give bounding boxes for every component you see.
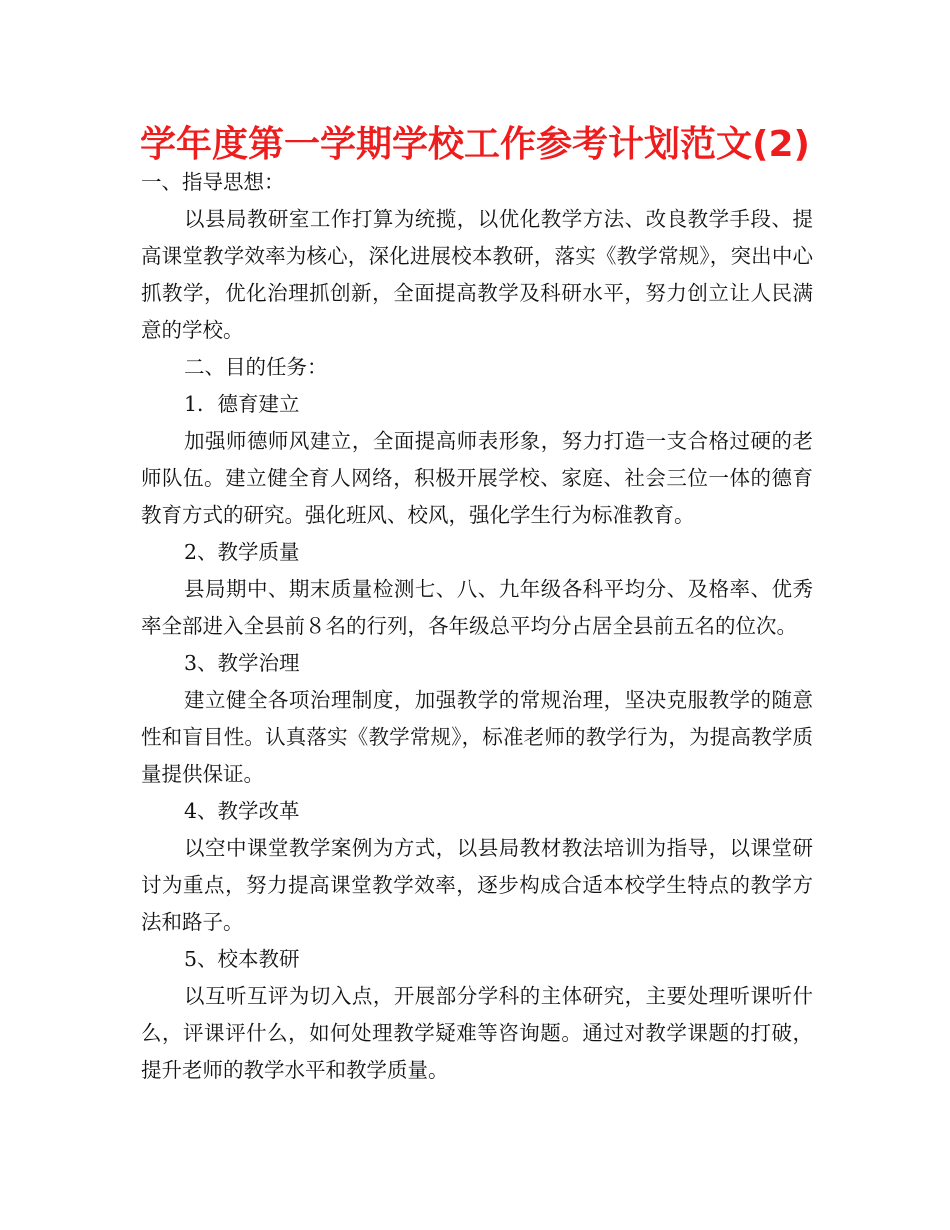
- paragraph-teaching-quality: 县局期中、期末质量检测七、八、九年级各科平均分、及格率、优秀率全部进入全县前８名的行列，各年级总平均分占居全县前五名的位次。: [141, 577, 813, 638]
- paragraph-teaching-management: 建立健全各项治理制度，加强教学的常规治理，坚决克服教学的随意性和盲目性。认真落实《教学常规》，标准老师的教学行为，为提高教学质量提供保证。: [141, 688, 813, 786]
- subheading-teaching-quality: 2、教学质量: [184, 540, 300, 564]
- paragraph-guiding-thought: 以县局教研室工作打算为统揽，以优化教学方法、改良教学手段、提高课堂教学效率为核心，深化进展校本教研，落实《教学常规》，突出中心抓教学，优化治理抓创新，全面提高教学及科研水平，努力创立让人民满意的学校。: [141, 207, 813, 342]
- paragraph-school-research: 以互听互评为切入点，开展部分学科的主体研究，主要处理听课听什么，评课评什么，如何处理教学疑难等咨询题。通过对教学课题的打破，提升老师的教学水平和教学质量。: [141, 984, 813, 1082]
- subheading-moral-education: 1．德育建立: [184, 392, 300, 416]
- subheading-teaching-reform: 4、教学改革: [184, 799, 300, 823]
- document-body: [141, 164, 813, 1089]
- section-heading-goals: 二、目的任务：: [184, 355, 328, 379]
- subheading-school-research: 5、校本教研: [184, 947, 300, 971]
- subheading-teaching-management: 3、教学治理: [184, 651, 300, 675]
- document-title: 学年度第一学期学校工作参考计划范文(2): [140, 124, 810, 165]
- paragraph-teaching-reform: 以空中课堂教学案例为方式，以县局教材教法培训为指导，以课堂研讨为重点，努力提高课堂教学效率，逐步构成合适本校学生特点的教学方法和路子。: [141, 836, 813, 934]
- paragraph-moral-education: 加强师德师风建立，全面提高师表形象，努力打造一支合格过硬的老师队伍。建立健全育人网络，积极开展学校、家庭、社会三位一体的德育教育方式的研究。强化班风、校风，强化学生行为标准教育。: [141, 429, 813, 527]
- section-heading-guiding-thought: 一、指导思想：: [141, 170, 285, 194]
